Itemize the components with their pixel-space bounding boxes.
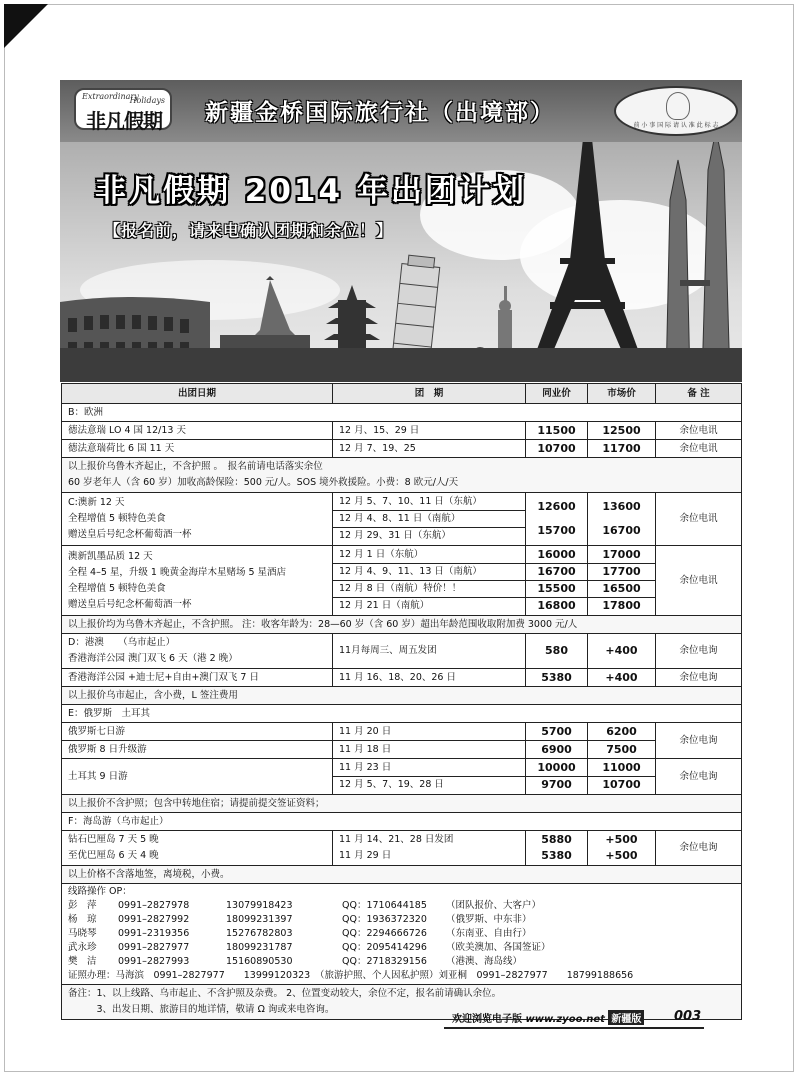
tour-name-line: C:澳新 12 天 xyxy=(68,497,125,508)
tour-date-line: 11 月 23 日 xyxy=(333,760,525,777)
section-europe: B：欧洲 xyxy=(62,404,742,422)
market-price-value: 17700 xyxy=(588,564,655,581)
trade-price-value: 5880 xyxy=(541,833,572,846)
market-price xyxy=(588,759,656,795)
operator-phone: 0991–2827993 xyxy=(118,956,190,967)
table-row xyxy=(62,741,742,759)
tour-date: 12 月、15、29 日 xyxy=(333,422,526,440)
operator-name: 杨 琼 xyxy=(68,914,97,925)
hk-note: 以上报价乌市起止，含小费，L 签注费用 xyxy=(62,687,742,705)
trade-price-value: 10000 xyxy=(526,760,587,777)
trade-price: 11500 xyxy=(526,422,588,440)
trade-price-value: 15700 xyxy=(537,524,576,537)
trade-price: 580 xyxy=(526,634,588,669)
logo-chinese-text: 非凡假期 xyxy=(86,109,162,133)
section-title: D：港澳 （乌市起止） xyxy=(68,637,176,648)
remark: 余位电询 xyxy=(656,669,742,687)
section-hk-macau xyxy=(62,634,333,669)
trade-price: 5700 xyxy=(526,723,588,741)
tour-name-line: 至优巴厘岛 6 天 4 晚 xyxy=(68,850,159,861)
note-row xyxy=(62,616,742,634)
operator-entry xyxy=(68,899,735,913)
tour-date: 11 月 18 日 xyxy=(333,741,526,759)
company-logo xyxy=(74,88,172,133)
tour-name xyxy=(62,493,333,546)
note-row xyxy=(62,687,742,705)
market-price: 11700 xyxy=(588,440,656,458)
operator-phone: 0991–2827977 xyxy=(118,942,190,953)
trade-price: 10700 xyxy=(526,440,588,458)
tour-date: 11 月 20 日 xyxy=(333,723,526,741)
operator-mobile: 13079918423 xyxy=(226,900,293,911)
page-number: 003 xyxy=(674,1009,702,1024)
seal-figure-icon xyxy=(666,92,690,120)
operator-entry xyxy=(68,941,735,955)
logo-holidays-text: Holidays xyxy=(129,96,165,105)
tour-schedule-table xyxy=(61,383,742,1020)
tour-name xyxy=(62,546,333,616)
tour-date-line: 11 月 29 日 xyxy=(339,850,392,861)
remark: 余位电讯 xyxy=(656,546,742,616)
header-departure: 出团日期 xyxy=(62,384,333,404)
table-row xyxy=(62,422,742,440)
operator-scope: （港澳、海岛线） xyxy=(446,956,523,967)
operator-phone: 0991–2827992 xyxy=(118,914,190,925)
section-row xyxy=(62,404,742,422)
tour-name: 德法意瑞荷比 6 国 11 天 xyxy=(62,440,333,458)
operator-scope: （东南亚、自由行） xyxy=(446,928,532,939)
visa-contact: 证照办理：马海滨 0991–2827977 13999120323 （旅游护照、个人因私护照）刘亚桐 0991–2827977 18799188656 xyxy=(68,970,634,981)
trade-price-value: 15500 xyxy=(526,581,587,598)
operator-qq: QQ：2294666726 xyxy=(342,928,427,939)
market-price: +400 xyxy=(588,669,656,687)
tour-date-line: 12 月 4、9、11、13 日（南航） xyxy=(333,564,525,581)
operator-qq: QQ：2095414296 xyxy=(342,942,427,953)
footer-edition-badge: 新疆版 xyxy=(608,1010,644,1025)
tour-date-line: 12 月 21 日（南航） xyxy=(339,600,430,611)
operator-phone: 0991–2319356 xyxy=(118,928,190,939)
remark: 余位电询 xyxy=(656,723,742,759)
remark: 余位电讯 xyxy=(656,422,742,440)
tour-date-line: 11 月 14、21、28 日发团 xyxy=(339,834,454,845)
trade-price xyxy=(526,759,588,795)
trade-price xyxy=(526,493,588,546)
operator-name: 马晓琴 xyxy=(68,928,97,939)
market-price xyxy=(588,831,656,866)
remark: 余位电询 xyxy=(656,634,742,669)
tour-name: 俄罗斯七日游 xyxy=(62,723,333,741)
trade-price-value: 12600 xyxy=(537,500,576,513)
trade-price-value: 9700 xyxy=(541,778,572,791)
table-row xyxy=(62,669,742,687)
tour-date xyxy=(333,759,526,795)
remark: 余位电询 xyxy=(656,759,742,795)
trade-price-value: 5380 xyxy=(541,849,572,862)
tour-date-line: 12 月 4、8、11 日（南航） xyxy=(333,511,525,528)
remarks-line: 备注：1、以上线路、乌市起止、不含护照及杂费。 2、位置变动较大，余位不定，报名前请确认余位。 xyxy=(68,988,502,999)
europe-note-1: 以上报价乌鲁木齐起止，不含护照 。 报名前请电话落实余位 xyxy=(68,461,323,472)
russia-note: 以上报价不含护照；包含中转地住宿；请提前提交签证资料； xyxy=(62,795,742,813)
table-row xyxy=(62,723,742,741)
europe-notes xyxy=(62,458,742,493)
operator-qq: QQ：2718329156 xyxy=(342,956,427,967)
footer-divider xyxy=(444,1027,704,1029)
certification-seal xyxy=(614,86,738,136)
tour-name: 香港海洋公园 澳门双飞 6 天（港 2 晚） xyxy=(68,653,238,664)
tour-name-line: 赠送皇后号纪念杯葡萄酒一杯 xyxy=(68,598,192,610)
tour-name: 香港海洋公园 +迪士尼+自由+澳门双飞 7 日 xyxy=(62,669,333,687)
note-row xyxy=(62,458,742,493)
operators-title: 线路操作 OP： xyxy=(68,886,132,897)
tour-name-line: 全程增值 5 顿特色美食 xyxy=(68,582,166,594)
trade-price: 6900 xyxy=(526,741,588,759)
remark: 余位电询 xyxy=(656,831,742,866)
header-remark: 备 注 xyxy=(656,384,742,404)
operator-phone: 0991–2827978 xyxy=(118,900,190,911)
operator-mobile: 15160890530 xyxy=(226,956,293,967)
market-price: 6200 xyxy=(588,723,656,741)
europe-note-2: 60 岁老年人（含 60 岁）加收高龄保险：500 元/人。SOS 境外救援险。小费：8 欧元/人/天 xyxy=(68,477,459,488)
footer-welcome: 欢迎浏览电子版 xyxy=(452,1014,522,1025)
tour-name-line: 钻石巴厘岛 7 天 5 晚 xyxy=(68,834,159,845)
table-row xyxy=(62,440,742,458)
tour-name-line: 全程增值 5 顿特色美食 xyxy=(68,513,166,524)
tour-name: 土耳其 9 日游 xyxy=(62,759,333,795)
tour-name: 俄罗斯 8 日升级游 xyxy=(62,741,333,759)
operator-contacts xyxy=(62,884,742,985)
note-row xyxy=(62,866,742,884)
table-row xyxy=(62,831,742,866)
tour-date-line: 12 月 8 日（南航）特价！！ xyxy=(333,581,525,598)
tour-date: 11 月 16、18、20、26 日 xyxy=(333,669,526,687)
corner-mark xyxy=(4,4,48,48)
operator-mobile: 18099231787 xyxy=(226,942,293,953)
trade-price-value: 16800 xyxy=(537,599,576,612)
operator-scope: （俄罗斯、中东非） xyxy=(446,914,532,925)
table-header-row xyxy=(62,384,742,404)
operator-qq: QQ：1710644185 xyxy=(342,900,427,911)
market-price: +400 xyxy=(588,634,656,669)
market-price xyxy=(588,546,656,616)
market-price-value: +500 xyxy=(605,833,638,846)
footer-banner xyxy=(452,1010,644,1026)
market-price-value: 13600 xyxy=(602,500,641,513)
island-note: 以上价格不含落地签，离境税，小费。 xyxy=(62,866,742,884)
operator-scope: （欧美澳加、各国签证） xyxy=(446,942,551,953)
operator-name: 武永珍 xyxy=(68,942,97,953)
page-title: 非凡假期 2014 年出团计划 xyxy=(95,173,527,209)
note-row xyxy=(62,795,742,813)
operator-entry xyxy=(68,927,735,941)
tour-date-line: 12 月 5、7、19、28 日 xyxy=(339,779,444,790)
tour-name-line: 赠送皇后号纪念杯葡萄酒一杯 xyxy=(68,529,192,540)
banner-ground xyxy=(60,348,742,382)
table-row xyxy=(62,493,742,546)
market-price-value: 16700 xyxy=(602,524,641,537)
operator-entry xyxy=(68,955,735,969)
contacts-row xyxy=(62,884,742,985)
section-row xyxy=(62,634,742,669)
footer-website-link[interactable]: www.zyoo.net xyxy=(525,1014,605,1025)
trade-price-value: 16000 xyxy=(526,547,587,564)
trade-price xyxy=(526,831,588,866)
tour-date xyxy=(333,546,526,616)
tour-date-line: 12 月 5、7、10、11 日（东航） xyxy=(333,494,525,511)
remarks-line: 3、出发日期、旅游目的地详情，敬请 Ω 询或来电咨询。 xyxy=(68,1004,335,1015)
header-trade-price: 同业价 xyxy=(526,384,588,404)
market-price-value: 17800 xyxy=(602,599,641,612)
section-row xyxy=(62,705,742,723)
trade-price xyxy=(526,546,588,616)
company-name: 新疆金桥国际旅行社（出境部） xyxy=(205,100,555,126)
operator-mobile: 15276782803 xyxy=(226,928,293,939)
trade-price: 5380 xyxy=(526,669,588,687)
market-price-value: +500 xyxy=(605,849,638,862)
tour-date-line: 12 月 1 日（东航） xyxy=(333,547,525,564)
market-price-value: 10700 xyxy=(602,778,641,791)
table-row xyxy=(62,546,742,616)
trade-price-value: 16700 xyxy=(526,564,587,581)
remark: 余位电讯 xyxy=(656,440,742,458)
header-dates: 团 期 xyxy=(333,384,526,404)
remark: 余位电讯 xyxy=(656,493,742,546)
market-price: 7500 xyxy=(588,741,656,759)
tour-date: 12 月 7、19、25 xyxy=(333,440,526,458)
section-row xyxy=(62,813,742,831)
tour-date xyxy=(333,493,526,546)
operator-mobile: 18099231397 xyxy=(226,914,293,925)
operator-name: 樊 洁 xyxy=(68,956,97,967)
tour-name xyxy=(62,831,333,866)
market-price-value: 17000 xyxy=(588,547,655,564)
logo-english-text: Extraordinary xyxy=(82,92,139,101)
section-island: F：海岛游（乌市起止） xyxy=(62,813,742,831)
tour-date: 11月每周三、周五发团 xyxy=(333,634,526,669)
tour-name: 德法意瑞 LO 4 国 12/13 天 xyxy=(62,422,333,440)
table-row xyxy=(62,759,742,795)
tour-date-line: 12 月 29、31 日（东航） xyxy=(339,530,451,541)
tour-name-line: 澳新凯墨品质 12 天 xyxy=(68,550,153,562)
operator-name: 彭 萍 xyxy=(68,900,97,911)
header-market-price: 市场价 xyxy=(588,384,656,404)
operator-qq: QQ：1936372320 xyxy=(342,914,427,925)
market-price xyxy=(588,493,656,546)
operator-entry xyxy=(68,913,735,927)
market-price-value: 16500 xyxy=(588,581,655,598)
tour-name-line: 全程 4–5 星，升级 1 晚黄金海岸木星赌场 5 星酒店 xyxy=(68,566,287,578)
booking-notice: 【报名前，请来电确认团期和余位！】 xyxy=(104,221,394,240)
tour-date xyxy=(333,831,526,866)
seal-text: 前 小 事 国 际 请 认 准 此 标 志 xyxy=(633,122,719,129)
section-russia-turkey: E：俄罗斯 土耳其 xyxy=(62,705,742,723)
operator-scope: （团队报价、大客户） xyxy=(446,900,542,911)
market-price: 12500 xyxy=(588,422,656,440)
market-price-value: 11000 xyxy=(588,760,655,777)
australia-note: 以上报价均为乌鲁木齐起止，不含护照。 注：收客年龄为：28—60 岁（含 60 岁）超出年龄范围收取附加费 3000 元/人 xyxy=(62,616,742,634)
